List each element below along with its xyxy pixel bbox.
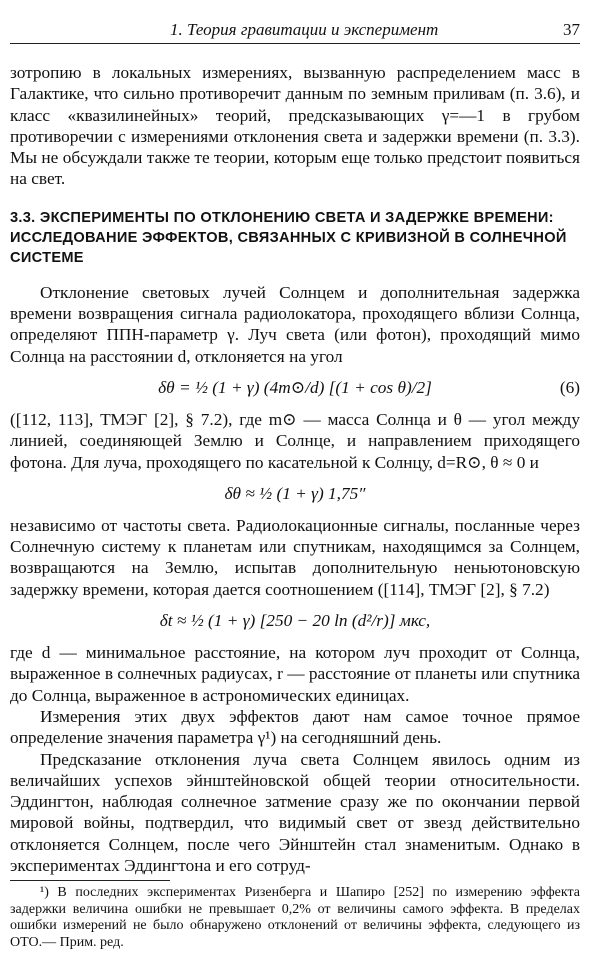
section-heading: 3.3. ЭКСПЕРИМЕНТЫ ПО ОТКЛОНЕНИЮ СВЕТА И ЗАДЕРЖКЕ ВРЕМЕНИ: ИССЛЕДОВАНИЕ ЭФФЕКТОВ, СВЯЗАННЫХ С КРИВИЗНОЙ В СОЛНЕЧНОЙ СИСТЕМЕ xyxy=(10,209,567,266)
page-number: 37 xyxy=(563,20,580,39)
paragraph-variables: где d — минимальное расстояние, на котором луч проходит от Солнца, выраженное в солнечных радиусах, r — расстояние от планеты или спутника до Солнца, выраженное в астрономических единицах. xyxy=(10,643,580,705)
header-rule xyxy=(10,43,580,44)
page-body xyxy=(10,62,580,951)
chapter-title: 1. Теория гравитации и эксперимент xyxy=(170,20,439,39)
formula-time-delay xyxy=(10,606,580,636)
formula-deflection-angle xyxy=(10,373,580,403)
paragraph-eddington: Предсказание отклонения луча света Солнцем явилось одним из величайших успехов эйнштейновской общей теории относительности. Эддингтон, наблюдая солнечное затмение сразу же по окончании первой мировой войны, подтвердил, что видимый свет от звезд действительно отклоняется Солнцем, после чего Эйнштейн стал знаменитым. Однако в экспериментах Эддингтона и его сотруд- xyxy=(10,749,580,876)
footnote-rule xyxy=(10,880,170,881)
footnote: ¹) В последних экспериментах Ризенберга и Шапиро [252] по измерению эффекта задержки величина ошибки не превышает 0,2% от величины самого эффекта. В пределах ошибки измерений не было обнаружено отклонений от величины эффекта, следующего из ОТО.— Прим. ред. xyxy=(10,885,580,950)
equation-number: (6) xyxy=(559,377,580,397)
formula-text: δθ = ½ (1 + γ) (4m⊙/d) [(1 + cos θ)/2] xyxy=(158,377,432,397)
paragraph-radar: независимо от частоты света. Радиолокационные сигналы, посланные через Солнечную систему к планетам или спутникам, находящимся за Солнцем, возвращаются на Землю, испытав дополнительную неньютоновскую задержку времени, которая дается соотношением ([114], ТМЭГ [2], § 7.2) xyxy=(10,515,580,599)
formula-tangent-ray xyxy=(10,479,580,509)
paragraph-deflection: Отклонение световых лучей Солнцем и дополнительная задержка времени возвращения сигнала радиолокатора, проходящего вблизи Солнца, определяют ППН-параметр γ. Луч света (или фотон), проходящий мимо Солнца на расстоянии d, отклоняется на угол xyxy=(10,282,580,366)
paragraph-measurements: Измерения этих двух эффектов дают нам самое точное прямое определение значения параметра γ¹) на сегодняшний день. xyxy=(10,706,580,748)
formula-text: δt ≈ ½ (1 + γ) [250 − 20 ln (d²/r)] мкс, xyxy=(159,611,431,631)
running-header xyxy=(10,18,580,44)
paragraph-mass-definition: ([112, 113], ТМЭГ [2], § 7.2), где m⊙ — масса Солнца и θ — угол между линией, соединяющей Землю и Солнце, и направлением приходящего фотона. Для луча, проходящего по касательной к Солнцу, d=R⊙, θ ≈ 0 и xyxy=(10,409,580,472)
formula-text: δθ ≈ ½ (1 + γ) 1,75″ xyxy=(224,483,366,503)
paragraph-continued: зотропию в локальных измерениях, вызванную распределением масс в Галактике, что сильно противоречит данным по земным приливам (п. 3.6), и класс «квазилинейных» теорий, предсказывающих γ=—1 в грубом противоречии с измерениями отклонения света и задержки времени (п. 3.3). Мы не обсуждали также те теории, которым еще только предстоит появиться на свет. xyxy=(10,63,580,189)
